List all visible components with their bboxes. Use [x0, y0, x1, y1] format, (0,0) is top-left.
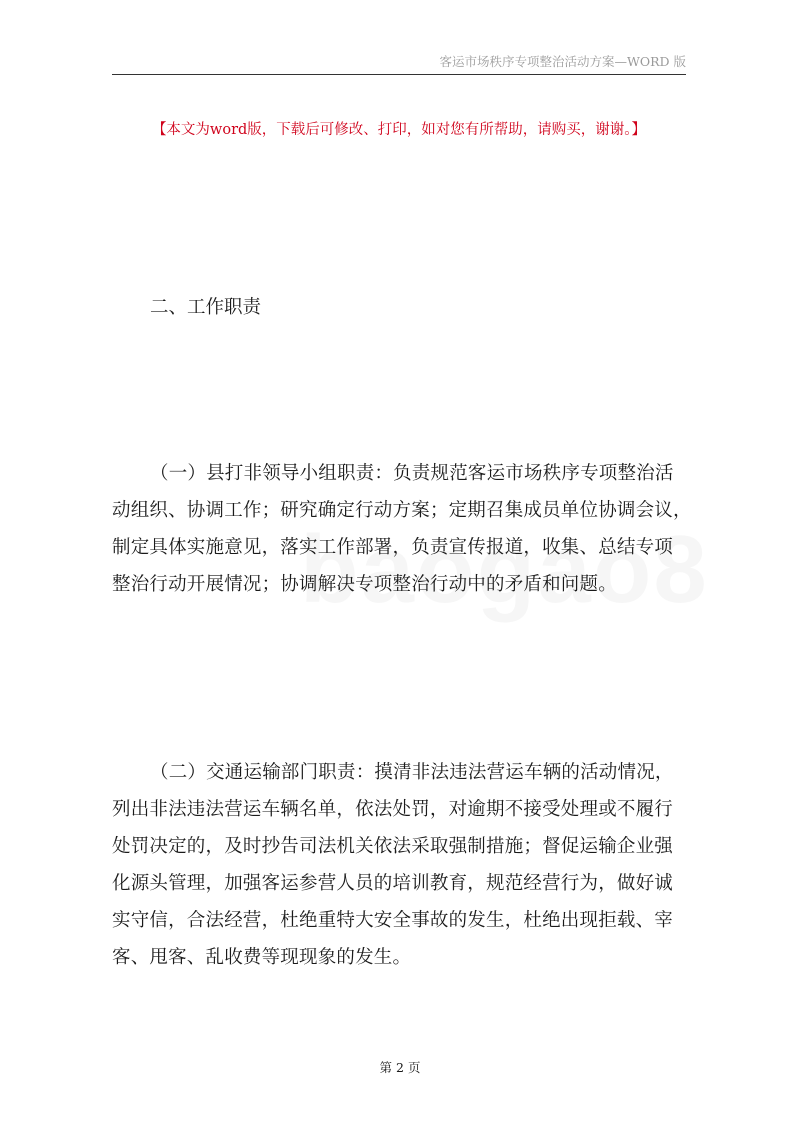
paragraph-line: 客、甩客、乱收费等现现象的发生。: [112, 947, 412, 968]
paragraph-line: 列出非法违法营运车辆名单，依法处罚，对逾期不接受处理或不履行: [112, 799, 674, 820]
paragraph-line: 动组织、协调工作；研究确定行动方案；定期召集成员单位协调会议，: [112, 500, 692, 521]
paragraph-transport-duties: [112, 754, 686, 976]
header-divider: [112, 74, 686, 75]
paragraph-line: 实守信，合法经营，杜绝重特大安全事故的发生，杜绝出现拒载、宰: [112, 910, 674, 931]
paragraph-line: 制定具体实施意见，落实工作部署，负责宣传报道，收集、总结专项: [112, 537, 674, 558]
paragraph-line: 整治行动开展情况；协调解决专项整治行动中的矛盾和问题。: [112, 574, 617, 595]
paragraph-line: （二）交通运输部门职责：摸清非法违法营运车辆的活动情况，: [150, 762, 674, 783]
purchase-notice: 【本文为word版，下载后可修改、打印，如对您有所帮助，请购买，谢谢。】: [151, 122, 647, 138]
paragraph-line: 处罚决定的，及时抄告司法机关依法采取强制措施；督促运输企业强: [112, 836, 674, 857]
paragraph-leading-group-duties: [112, 455, 692, 603]
running-header: 客运市场秩序专项整治活动方案—WORD 版: [439, 54, 686, 69]
paragraph-line: 化源头管理，加强客运参营人员的培训教育，规范经营行为，做好诚: [112, 873, 674, 894]
paragraph-line: （一）县打非领导小组职责：负责规范客运市场秩序专项整治活: [150, 463, 674, 484]
section-heading: 二、工作职责: [150, 297, 262, 318]
page-number: 第 2 页: [379, 1060, 421, 1075]
